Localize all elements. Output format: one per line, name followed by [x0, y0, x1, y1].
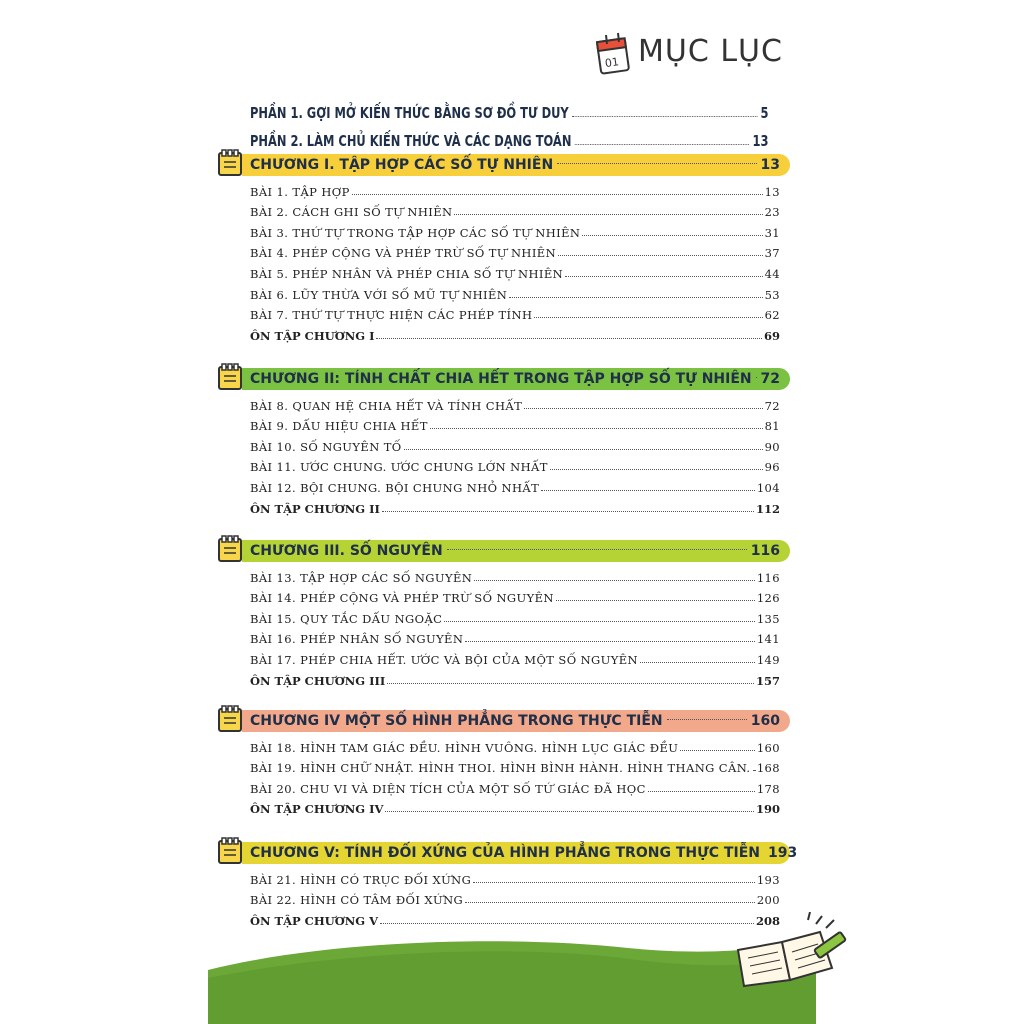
- dot-leader: [582, 235, 762, 236]
- lesson-label: BÀI 5. PHÉP NHÂN VÀ PHÉP CHIA SỐ TỰ NHIÊN: [250, 266, 564, 281]
- green-ground-decoration: [208, 930, 816, 1024]
- dot-leader: [465, 902, 755, 903]
- lesson-label: BÀI 7. THỨ TỰ THỰC HIỆN CÁC PHÉP TÍNH: [250, 308, 533, 323]
- chapter-label: CHƯƠNG V: TÍNH ĐỐI XỨNG CỦA HÌNH PHẲNG TRONG THỰC TIỄN: [250, 845, 760, 861]
- lesson-label: BÀI 4. PHÉP CỘNG VÀ PHÉP TRỪ SỐ TỰ NHIÊN: [250, 246, 557, 261]
- lesson-entry[interactable]: [250, 755, 780, 776]
- lesson-entry[interactable]: [250, 564, 780, 585]
- lesson-page: 62: [764, 308, 780, 323]
- part-label: PHẦN 2. LÀM CHỦ KIẾN THỨC VÀ CÁC DẠNG TOÁN: [250, 132, 572, 150]
- lesson-label: BÀI 17. PHÉP CHIA HẾT. ƯỚC VÀ BỘI CỦA MỘT SỐ NGUYÊN: [250, 652, 638, 667]
- lesson-label: ÔN TẬP CHƯƠNG I: [250, 328, 375, 343]
- lesson-label: BÀI 10. SỐ NGUYÊN TỐ: [250, 439, 402, 454]
- lesson-page: 81: [764, 419, 780, 434]
- dot-leader: [640, 662, 755, 663]
- review-entry[interactable]: [250, 667, 780, 688]
- lesson-page: 157: [755, 673, 780, 688]
- lesson-label: BÀI 3. THỨ TỰ TRONG TẬP HỢP CÁC SỐ TỰ NHIÊN: [250, 225, 581, 240]
- lesson-label: BÀI 15. QUY TẮC DẤU NGOẶC: [250, 611, 443, 626]
- dot-leader: [534, 317, 762, 318]
- lesson-page: 23: [764, 205, 780, 220]
- lesson-entry[interactable]: [250, 775, 780, 796]
- dot-leader: [648, 791, 755, 792]
- dot-leader: [575, 144, 749, 145]
- lesson-page: 168: [756, 761, 780, 776]
- dot-leader: [541, 490, 755, 491]
- lesson-page: 193: [756, 872, 780, 887]
- toc-part-entry[interactable]: [250, 122, 769, 150]
- lesson-entry[interactable]: [250, 178, 780, 199]
- lesson-label: BÀI 21. HÌNH CÓ TRỤC ĐỐI XỨNG: [250, 872, 472, 887]
- dot-leader: [474, 580, 755, 581]
- dot-leader: [524, 408, 762, 409]
- lesson-page: 53: [764, 287, 780, 302]
- lesson-label: BÀI 16. PHÉP NHÂN SỐ NGUYÊN: [250, 632, 464, 647]
- lesson-list: [250, 734, 780, 816]
- chapter-page: 72: [760, 371, 780, 387]
- notepad-icon: [216, 836, 244, 866]
- lesson-page: 190: [755, 802, 780, 817]
- dot-leader: [558, 255, 763, 256]
- dot-leader: [572, 116, 757, 117]
- dot-leader: [550, 469, 763, 470]
- dot-leader: [753, 770, 755, 771]
- lesson-label: ÔN TẬP CHƯƠNG V: [250, 913, 378, 928]
- lesson-label: ÔN TẬP CHƯƠNG III: [250, 673, 386, 688]
- chapter-page: 116: [750, 543, 780, 559]
- lesson-label: BÀI 8. QUAN HỆ CHIA HẾT VÀ TÍNH CHẤT: [250, 398, 523, 413]
- dot-leader: [376, 338, 762, 339]
- lesson-entry[interactable]: [250, 734, 780, 755]
- dot-leader: [444, 621, 754, 622]
- review-entry[interactable]: [250, 907, 780, 928]
- review-entry[interactable]: [250, 495, 780, 516]
- dot-leader: [454, 214, 762, 215]
- chapter-header[interactable]: [216, 538, 792, 562]
- chapter-label: CHƯƠNG II: TÍNH CHẤT CHIA HẾT TRONG TẬP HỢP SỐ TỰ NHIÊN: [250, 371, 752, 387]
- dot-leader: [667, 719, 747, 720]
- review-entry[interactable]: [250, 322, 780, 343]
- lesson-page: 200: [756, 893, 780, 908]
- lesson-list: [250, 392, 780, 516]
- dot-leader: [473, 882, 755, 883]
- lesson-label: BÀI 20. CHU VI VÀ DIỆN TÍCH CỦA MỘT SỐ TỨ GIÁC ĐÃ HỌC: [250, 781, 646, 796]
- dot-leader: [352, 194, 763, 195]
- lesson-page: 13: [764, 184, 780, 199]
- lesson-list: [250, 178, 780, 343]
- lesson-page: 96: [764, 460, 780, 475]
- calendar-number: 01: [604, 55, 620, 71]
- lesson-page: 178: [756, 781, 780, 796]
- lesson-entry[interactable]: [250, 199, 780, 220]
- chapter-header[interactable]: [216, 152, 792, 176]
- dot-leader: [509, 297, 762, 298]
- lesson-entry[interactable]: [250, 605, 780, 626]
- chapter-label: CHƯƠNG III. SỐ NGUYÊN: [250, 543, 443, 559]
- lesson-entry[interactable]: [250, 392, 780, 413]
- lesson-page: 44: [764, 266, 780, 281]
- notepad-icon: [216, 704, 244, 734]
- lesson-page: 126: [756, 591, 780, 606]
- notepad-icon: [216, 148, 244, 178]
- lesson-label: BÀI 6. LŨY THỪA VỚI SỐ MŨ TỰ NHIÊN: [250, 287, 508, 302]
- page-title: MỤC LỤC: [638, 34, 783, 69]
- lesson-entry[interactable]: [250, 433, 780, 454]
- lesson-entry[interactable]: [250, 866, 780, 887]
- lesson-label: ÔN TẬP CHƯƠNG II: [250, 501, 380, 516]
- toc-header: [596, 30, 816, 90]
- chapter-label: CHƯƠNG I. TẬP HỢP CÁC SỐ TỰ NHIÊN: [250, 157, 554, 173]
- lesson-label: BÀI 19. HÌNH CHỮ NHẬT. HÌNH THOI. HÌNH BÌNH HÀNH. HÌNH THANG CÂN.: [250, 761, 751, 776]
- calendar-icon: [596, 32, 630, 76]
- chapter-page: 193: [767, 845, 798, 861]
- lesson-page: 37: [764, 246, 780, 261]
- chapter-header[interactable]: [216, 366, 792, 390]
- notepad-icon: [216, 534, 244, 564]
- review-entry[interactable]: [250, 796, 780, 817]
- lesson-entry[interactable]: [250, 219, 780, 240]
- dot-leader: [680, 750, 754, 751]
- chapter-header[interactable]: [216, 840, 798, 864]
- dot-leader: [385, 811, 754, 812]
- toc-part-entry[interactable]: [250, 94, 769, 122]
- lesson-entry[interactable]: [250, 887, 780, 908]
- dot-leader: [404, 449, 763, 450]
- lesson-page: 141: [756, 632, 780, 647]
- dot-leader: [430, 428, 763, 429]
- lesson-entry[interactable]: [250, 240, 780, 261]
- lesson-label: ÔN TẬP CHƯƠNG IV: [250, 802, 384, 817]
- dot-leader: [565, 276, 762, 277]
- chapter-header[interactable]: [216, 708, 792, 732]
- lesson-label: BÀI 9. DẤU HIỆU CHIA HẾT: [250, 419, 428, 434]
- lesson-page: 160: [756, 740, 780, 755]
- dot-leader: [380, 923, 754, 924]
- dot-leader: [382, 511, 754, 512]
- lesson-label: BÀI 13. TẬP HỢP CÁC SỐ NGUYÊN: [250, 570, 473, 585]
- dot-leader: [756, 377, 757, 378]
- open-book-pencil-icon: [730, 912, 850, 992]
- chapter-page: 13: [760, 157, 780, 173]
- part-page: 13: [752, 132, 769, 150]
- lesson-list: [250, 564, 780, 688]
- lesson-label: BÀI 11. ƯỚC CHUNG. ƯỚC CHUNG LỚN NHẤT: [250, 460, 548, 475]
- lesson-page: 90: [764, 439, 780, 454]
- lesson-list: [250, 866, 780, 928]
- part-label: PHẦN 1. GỢI MỞ KIẾN THỨC BẰNG SƠ ĐỒ TƯ DUY: [250, 104, 569, 122]
- lesson-entry[interactable]: [250, 302, 780, 323]
- parts-list: [250, 94, 770, 150]
- chapter-label: CHƯƠNG IV MỘT SỐ HÌNH PHẲNG TRONG THỰC TIỄN: [250, 713, 663, 729]
- chapter-page: 160: [750, 713, 780, 729]
- lesson-entry[interactable]: [250, 585, 780, 606]
- dot-leader: [387, 683, 754, 684]
- dot-leader: [557, 163, 756, 164]
- dot-leader: [447, 549, 747, 550]
- lesson-entry[interactable]: [250, 260, 780, 281]
- lesson-label: BÀI 1. TẬP HỢP: [250, 184, 350, 199]
- dot-leader: [556, 600, 755, 601]
- lesson-page: 69: [763, 328, 780, 343]
- lesson-page: 112: [755, 501, 780, 516]
- lesson-label: BÀI 2. CÁCH GHI SỐ TỰ NHIÊN: [250, 205, 453, 220]
- lesson-entry[interactable]: [250, 646, 780, 667]
- lesson-entry[interactable]: [250, 454, 780, 475]
- lesson-entry[interactable]: [250, 626, 780, 647]
- lesson-label: BÀI 18. HÌNH TAM GIÁC ĐỀU. HÌNH VUÔNG. HÌNH LỤC GIÁC ĐỀU: [250, 740, 679, 755]
- lesson-entry[interactable]: [250, 281, 780, 302]
- lesson-label: BÀI 14. PHÉP CỘNG VÀ PHÉP TRỪ SỐ NGUYÊN: [250, 591, 554, 606]
- dot-leader: [465, 641, 755, 642]
- notepad-icon: [216, 362, 244, 392]
- lesson-entry[interactable]: [250, 413, 780, 434]
- lesson-page: 149: [756, 652, 780, 667]
- lesson-page: 208: [755, 913, 780, 928]
- lesson-page: 116: [756, 570, 780, 585]
- lesson-page: 135: [756, 611, 780, 626]
- lesson-page: 31: [764, 225, 780, 240]
- lesson-entry[interactable]: [250, 474, 780, 495]
- lesson-page: 72: [764, 398, 780, 413]
- lesson-label: BÀI 22. HÌNH CÓ TÂM ĐỐI XỨNG: [250, 893, 464, 908]
- lesson-page: 104: [756, 480, 780, 495]
- part-page: 5: [760, 104, 769, 122]
- lesson-label: BÀI 12. BỘI CHUNG. BỘI CHUNG NHỎ NHẤT: [250, 480, 540, 495]
